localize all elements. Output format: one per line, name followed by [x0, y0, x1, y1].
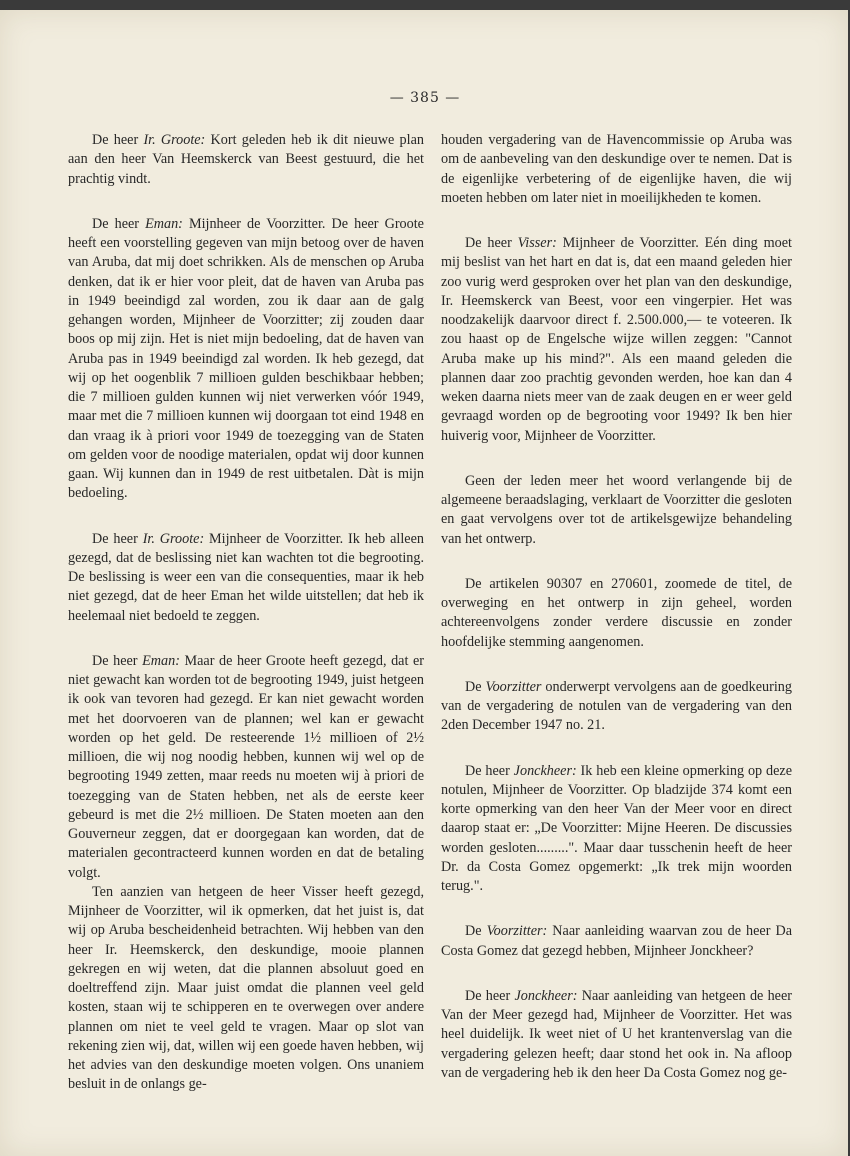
paragraph: De heer Jonckheer: Naar aanleiding van hetgeen de heer Van der Meer gezegd had, Mijnheer de Voorzitter. Het was heel duidelijk. Ik weet niet of U het krantenverslag van die vergadering gelezen heeft; daar stond het ook in. Na afloop van de vergadering heb ik den heer Da Costa Gomez nog ge-: [441, 987, 792, 1081]
paragraph: De Voorzitter onderwerpt vervolgens aan de goedkeuring van de vergadering de notulen van de vergadering van den 2den December 1947 no. 21.: [441, 678, 792, 734]
page-number: — 385 —: [389, 90, 461, 106]
paragraph: De heer Eman: Mijnheer de Voorzitter. De heer Groote heeft een voorstelling gegeven van mijn betoog over de haven van Aruba, dat mij doet schrikken. Als de menschen op Aruba denken, dat ik er hier voor pleit, dat de haven van Aruba pas in 1949 beeindigd zal worden, zou ik daar aan de galg gehangen worden, Mijnheer de Voorzitter; zij zouden daar boos op mij zijn. Het is niet mijn bedoeling, dat de haven van Aruba pas in 1949 beeindigd zal worden. Ik heb gezegd, dat wij op het oogenblik 7 millioen gulden beschikbaar hebben; die 7 millioen gulden kunnen wij niet verwerken vóór 1949, maar met die 7 millioen kunnen wij doorgaan tot eind 1948 en dan vraag ik à priori voor 1949 de toezegging van de Staten om gelden voor de noodige materialen, opdat wij door kunnen gaan. Wij kunnen dan in 1949 de rest uitbetalen. Dàt is mijn bedoeling.: [68, 215, 424, 502]
speaker-name: Eman:: [142, 652, 180, 669]
right-column: [441, 131, 792, 1109]
speaker-name: Voorzitter:: [486, 923, 548, 940]
document-page: [0, 10, 848, 1156]
speaker-name: Ir. Groote:: [143, 132, 206, 148]
paragraph: De heer Eman: Maar de heer Groote heeft gezegd, dat er niet gewacht kan worden tot de begrooting 1949, juist hetgeen ik ook van tevoren had gezegd. Er kan niet gewacht worden met het doorvoeren van de plannen; wel kan er gewacht worden op het geld. De resteerende 1½ millioen of 2½ millioen, die wij nog noodig hebben, kunnen wij wel op de begrooting 1949 zetten, maar reeds nu moeten wij à priori de toezegging van de Staten hebben, net als de eerste keer gebeurd is met die 2½ millioen. De Staten moeten aan den Gouverneur zeggen, dat er doorgegaan kan worden, dat de materialen gecontracteerd kunnen worden en dat de betaling volgt.: [68, 652, 424, 881]
paragraph: De heer Jonckheer: Ik heb een kleine opmerking op deze notulen, Mijnheer de Voorzitter. Op bladzijde 374 komt een korte opmerking van den heer Van der Meer voor en direct daarop staat er: „De Voorzitter: Mijne Heeren. De discussies worden gesloten.........". Maar daar tusschenin heeft de heer Dr. da Costa Gomez opgemerkt: „Ik trek mijn woorden terug.".: [441, 762, 792, 894]
paragraph: Geen der leden meer het woord verlangende bij de algemeene beraadslaging, verklaart de Voorzitter die gesloten en gaat vervolgens over tot de artikelsgewijze behandeling van het ontwerp.: [441, 472, 792, 547]
paragraph: Ten aanzien van hetgeen de heer Visser heeft gezegd, Mijnheer de Voorzitter, wil ik opmerken, dat het juist is, dat wij op Aruba bescheidenheid betrachten. Wij hebben van den heer Ir. Heemskerck, den deskundige, mooie plannen gekregen en wij weten, dat die plannen absoluut goed en doeltreffend zijn. Maar juist omdat die plannen veel geld kosten, staan wij te schipperen en te overwegen over andere plannen om niet te veel geld te vragen. Maar op slot van rekening zien wij, dat, willen wij een goede haven hebben, wij het advies van den deskundige moeten volgen. Ons unaniem besluit in de onlangs ge-: [68, 883, 424, 1093]
speaker-name: Ir. Groote:: [142, 530, 205, 547]
paragraph: De heer Ir. Groote: Mijnheer de Voorzitter. Ik heb alleen gezegd, dat de beslissing niet kan wachten tot die begrooting. De beslissing is weer een van die consequenties, maar ik heb niet gezegd, dat de heer Eman het wilde uitstellen; dat heb ik heelemaal niet bedoeld te zeggen.: [68, 530, 424, 624]
paragraph: De Voorzitter: Naar aanleiding waarvan zou de heer Da Costa Gomez dat gezegd hebben, Mijnheer Jonckheer?: [441, 923, 792, 959]
speaker-name: Visser:: [517, 235, 557, 251]
speaker-name: Jonckheer:: [513, 762, 577, 779]
paragraph: De artikelen 90307 en 270601, zoomede de titel, de overweging en het ontwerp in zijn geheel, worden achtereenvolgens zonder verdere discussie en zonder hoofdelijke stemming aangenomen.: [441, 575, 792, 650]
speaker-name: Eman:: [145, 215, 183, 232]
paragraph: De heer Ir. Groote: Kort geleden heb ik dit nieuwe plan aan den heer Van Heemskerck van Beest gestuurd, die het prachtig vindt.: [68, 132, 424, 187]
left-column: [68, 131, 424, 1121]
paragraph: houden vergadering van de Havencommissie op Aruba was om de aanbeveling van den deskundige over te nemen. Dat is de eigenlijke verbetering of de eigenlijke haven, die wij moeten hebben om later niet in moeilijkheden te komen.: [441, 132, 792, 206]
paragraph: De heer Visser: Mijnheer de Voorzitter. Eén ding moet mij beslist van het hart en dat is, dat een maand geleden hier zoo vurig werd gesproken over het plan van den deskundige, Ir. Heemskerck van Beest, voor een vingerpier. Het was noodzakelijk daarvoor direct f. 2.500.000,— te voteeren. Ik zou haast op de Engelsche wijze willen zeggen: "Cannot Aruba make up his mind?". Als een maand geleden die plannen daar zoo prachtig gevonden werden, hoe kan dan 4 weken daarna niets meer van de zaak deugen en er weer geld gevraagd worden op de begrooting voor 1949? Ik ben hier huiverig voor, Mijnheer de Voorzitter.: [441, 235, 792, 444]
speaker-name: Voorzitter: [485, 678, 542, 695]
speaker-name: Jonckheer:: [514, 987, 578, 1004]
